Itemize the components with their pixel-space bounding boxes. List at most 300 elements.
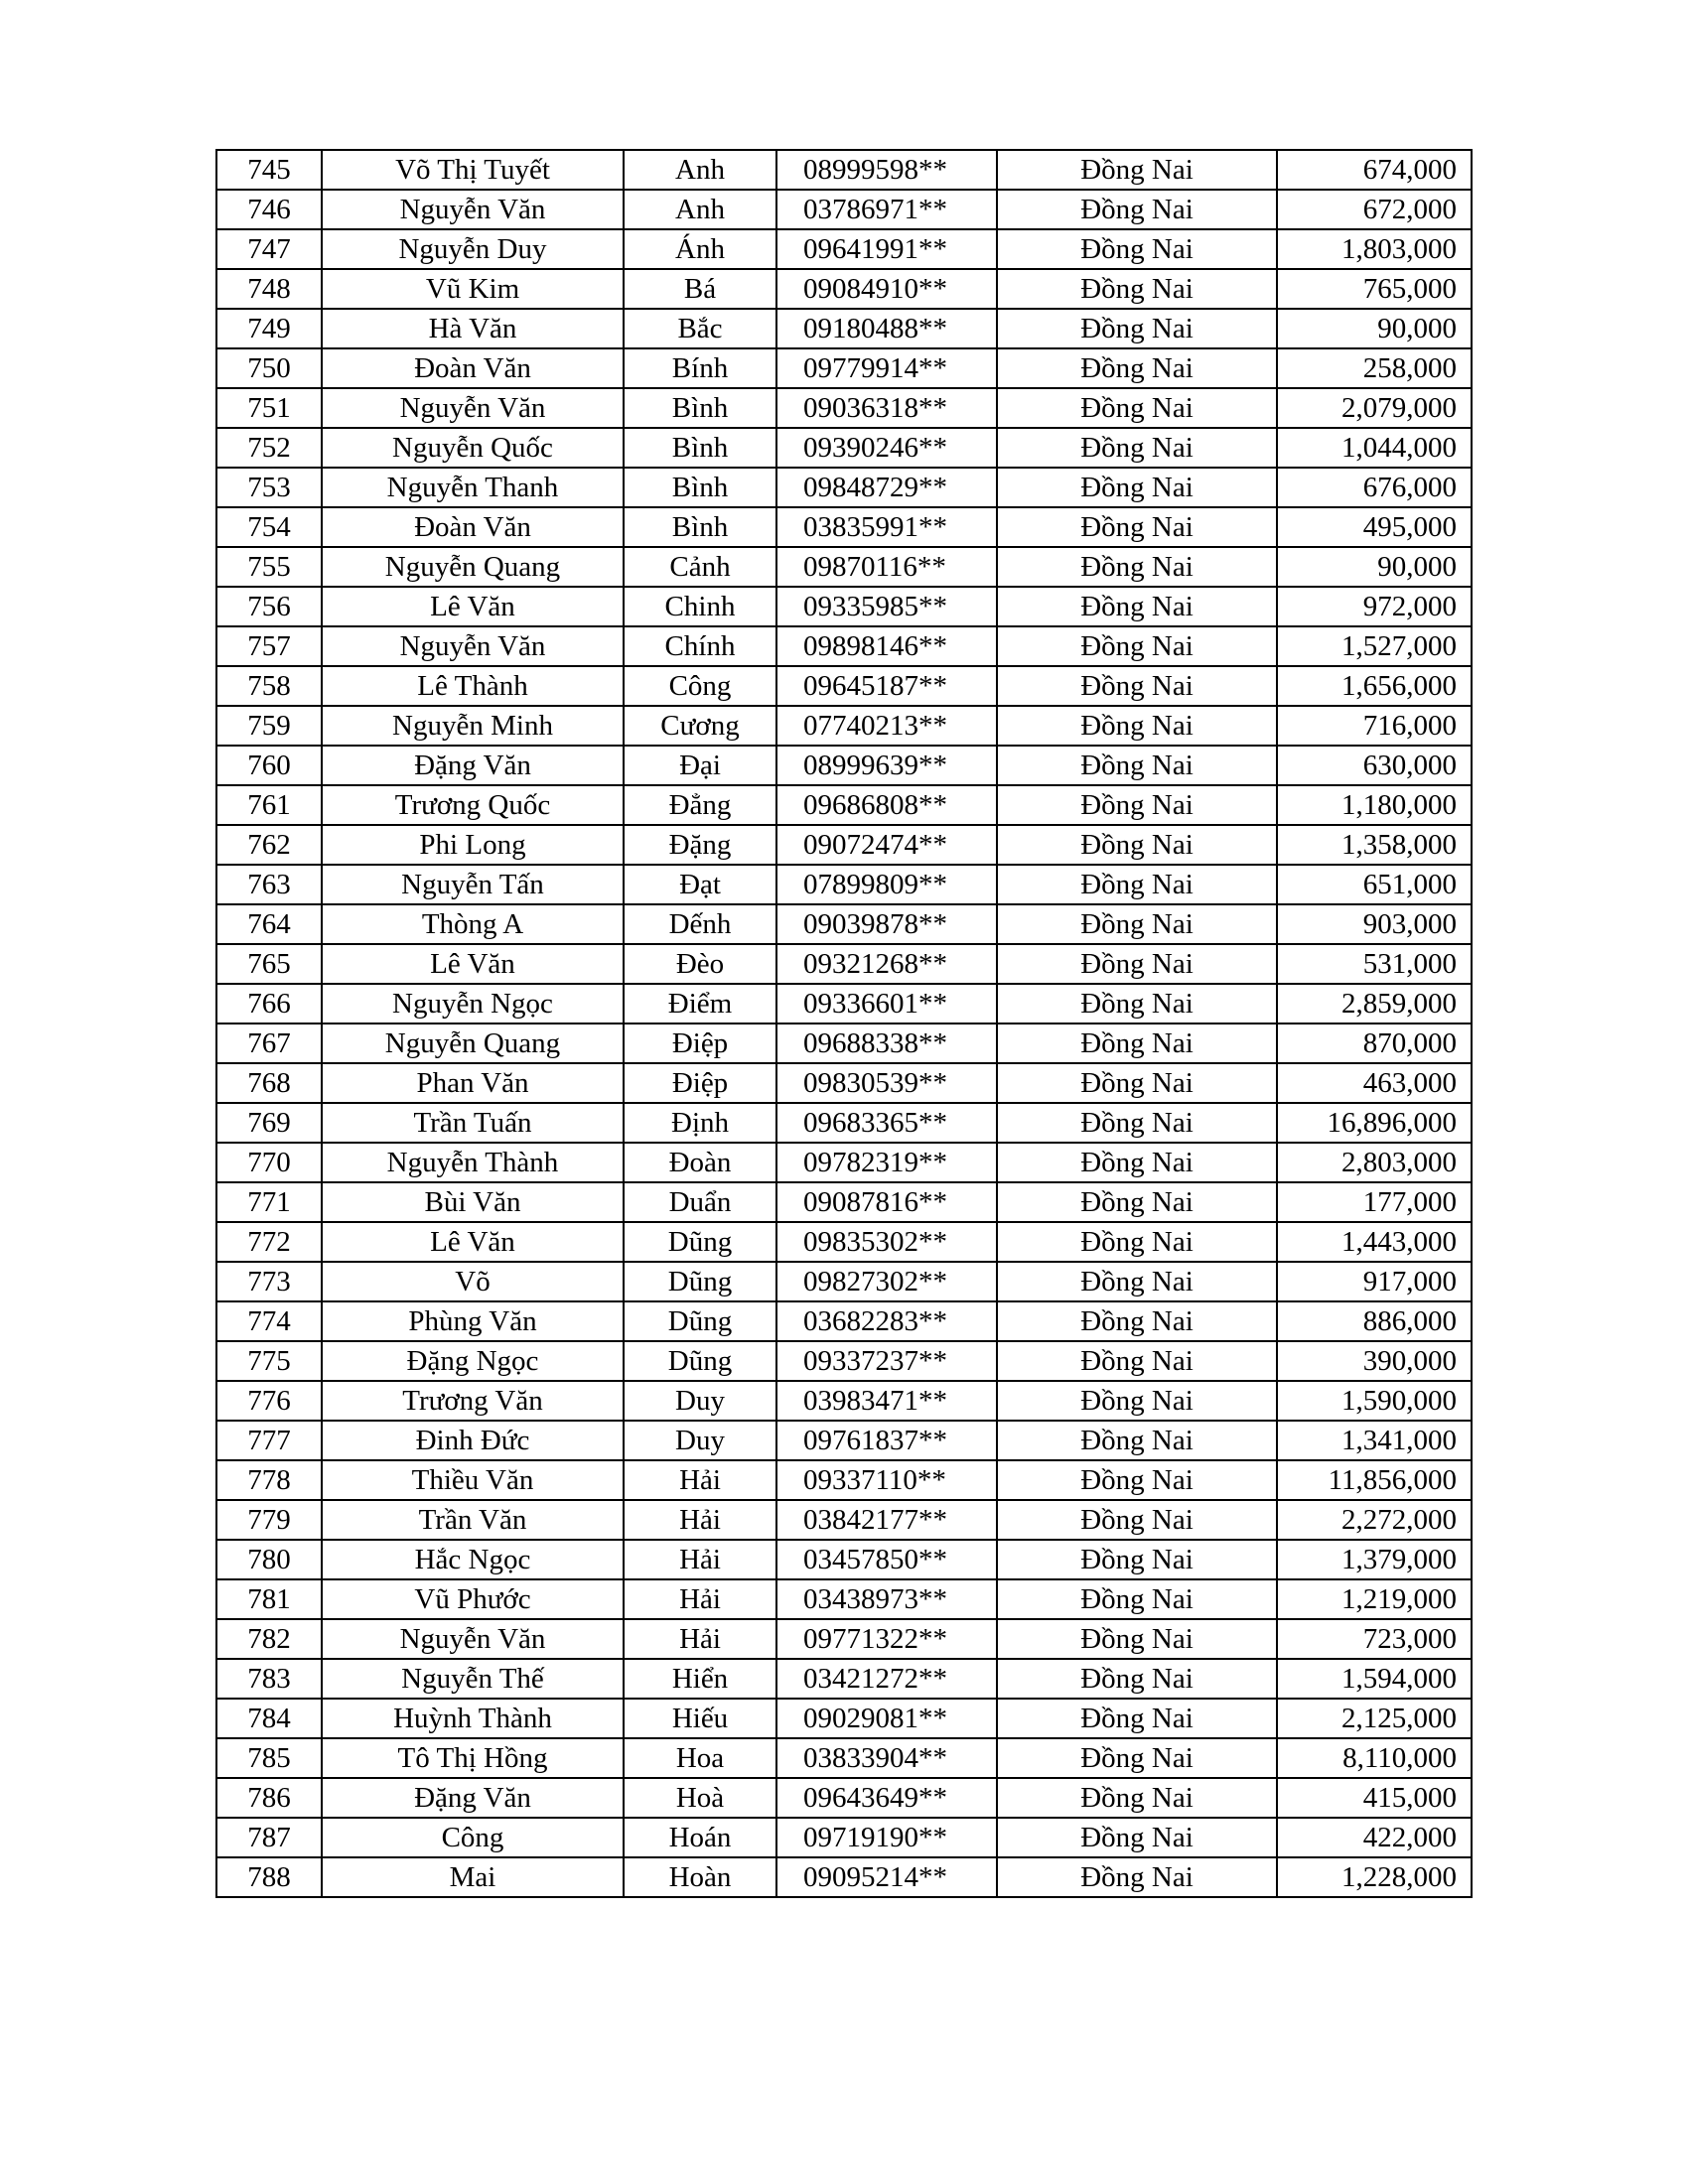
- row-number-cell: 763: [216, 865, 322, 904]
- province-cell: Đồng Nai: [997, 1659, 1277, 1699]
- payment-table: [215, 149, 1473, 1898]
- province-cell: Đồng Nai: [997, 1579, 1277, 1619]
- province-cell: Đồng Nai: [997, 190, 1277, 229]
- amount-cell: 16,896,000: [1277, 1103, 1472, 1143]
- given-name-cell: Hiển: [624, 1659, 776, 1699]
- given-name-cell: Dũng: [624, 1301, 776, 1341]
- given-name-cell: Hải: [624, 1500, 776, 1540]
- row-number-cell: 755: [216, 547, 322, 587]
- phone-cell: 09180488**: [776, 309, 997, 348]
- table-row: [216, 825, 1472, 865]
- given-name-cell: Hoàn: [624, 1857, 776, 1897]
- amount-cell: 1,228,000: [1277, 1857, 1472, 1897]
- province-cell: Đồng Nai: [997, 348, 1277, 388]
- given-name-cell: Duy: [624, 1421, 776, 1460]
- row-number-cell: 778: [216, 1460, 322, 1500]
- row-number-cell: 786: [216, 1778, 322, 1818]
- province-cell: Đồng Nai: [997, 1738, 1277, 1778]
- phone-cell: 08999598**: [776, 150, 997, 190]
- family-name-cell: Phan Văn: [322, 1063, 624, 1103]
- row-number-cell: 767: [216, 1024, 322, 1063]
- phone-cell: 09761837**: [776, 1421, 997, 1460]
- phone-cell: 09337110**: [776, 1460, 997, 1500]
- row-number-cell: 753: [216, 468, 322, 507]
- table-row: [216, 190, 1472, 229]
- table-row: [216, 1778, 1472, 1818]
- phone-cell: 09848729**: [776, 468, 997, 507]
- row-number-cell: 766: [216, 984, 322, 1024]
- family-name-cell: Trần Văn: [322, 1500, 624, 1540]
- table-row: [216, 1857, 1472, 1897]
- province-cell: Đồng Nai: [997, 1540, 1277, 1579]
- amount-cell: 972,000: [1277, 587, 1472, 626]
- amount-cell: 90,000: [1277, 309, 1472, 348]
- amount-cell: 1,594,000: [1277, 1659, 1472, 1699]
- given-name-cell: Bắc: [624, 309, 776, 348]
- family-name-cell: Nguyễn Quang: [322, 547, 624, 587]
- province-cell: Đồng Nai: [997, 666, 1277, 706]
- row-number-cell: 768: [216, 1063, 322, 1103]
- row-number-cell: 750: [216, 348, 322, 388]
- amount-cell: 672,000: [1277, 190, 1472, 229]
- amount-cell: 870,000: [1277, 1024, 1472, 1063]
- amount-cell: 1,341,000: [1277, 1421, 1472, 1460]
- province-cell: Đồng Nai: [997, 984, 1277, 1024]
- amount-cell: 258,000: [1277, 348, 1472, 388]
- phone-cell: 09336601**: [776, 984, 997, 1024]
- table-row: [216, 1818, 1472, 1857]
- province-cell: Đồng Nai: [997, 269, 1277, 309]
- province-cell: Đồng Nai: [997, 309, 1277, 348]
- table-row: [216, 309, 1472, 348]
- family-name-cell: Hắc Ngọc: [322, 1540, 624, 1579]
- phone-cell: 09898146**: [776, 626, 997, 666]
- province-cell: Đồng Nai: [997, 1699, 1277, 1738]
- phone-cell: 09870116**: [776, 547, 997, 587]
- phone-cell: 09771322**: [776, 1619, 997, 1659]
- amount-cell: 1,590,000: [1277, 1381, 1472, 1421]
- amount-cell: 886,000: [1277, 1301, 1472, 1341]
- row-number-cell: 752: [216, 428, 322, 468]
- table-row: [216, 1182, 1472, 1222]
- row-number-cell: 757: [216, 626, 322, 666]
- table-row: [216, 1262, 1472, 1301]
- table-row: [216, 1143, 1472, 1182]
- row-number-cell: 780: [216, 1540, 322, 1579]
- phone-cell: 09095214**: [776, 1857, 997, 1897]
- amount-cell: 2,079,000: [1277, 388, 1472, 428]
- given-name-cell: Hiếu: [624, 1699, 776, 1738]
- given-name-cell: Cương: [624, 706, 776, 746]
- family-name-cell: Võ Thị Tuyết: [322, 150, 624, 190]
- phone-cell: 09072474**: [776, 825, 997, 865]
- province-cell: Đồng Nai: [997, 1222, 1277, 1262]
- row-number-cell: 782: [216, 1619, 322, 1659]
- family-name-cell: Nguyễn Minh: [322, 706, 624, 746]
- given-name-cell: Cảnh: [624, 547, 776, 587]
- family-name-cell: Hà Văn: [322, 309, 624, 348]
- given-name-cell: Đẳng: [624, 785, 776, 825]
- row-number-cell: 770: [216, 1143, 322, 1182]
- amount-cell: 716,000: [1277, 706, 1472, 746]
- family-name-cell: Nguyễn Quốc: [322, 428, 624, 468]
- family-name-cell: Nguyễn Văn: [322, 626, 624, 666]
- table-row: [216, 348, 1472, 388]
- given-name-cell: Chính: [624, 626, 776, 666]
- family-name-cell: Võ: [322, 1262, 624, 1301]
- row-number-cell: 765: [216, 944, 322, 984]
- table-row: [216, 666, 1472, 706]
- phone-cell: 09039878**: [776, 904, 997, 944]
- row-number-cell: 775: [216, 1341, 322, 1381]
- row-number-cell: 749: [216, 309, 322, 348]
- province-cell: Đồng Nai: [997, 746, 1277, 785]
- given-name-cell: Anh: [624, 150, 776, 190]
- family-name-cell: Trương Văn: [322, 1381, 624, 1421]
- amount-cell: 1,379,000: [1277, 1540, 1472, 1579]
- family-name-cell: Mai: [322, 1857, 624, 1897]
- family-name-cell: Lê Văn: [322, 944, 624, 984]
- given-name-cell: Bá: [624, 269, 776, 309]
- table-row: [216, 428, 1472, 468]
- province-cell: Đồng Nai: [997, 825, 1277, 865]
- row-number-cell: 751: [216, 388, 322, 428]
- family-name-cell: Lê Thành: [322, 666, 624, 706]
- phone-cell: 09029081**: [776, 1699, 997, 1738]
- province-cell: Đồng Nai: [997, 150, 1277, 190]
- province-cell: Đồng Nai: [997, 865, 1277, 904]
- amount-cell: 2,803,000: [1277, 1143, 1472, 1182]
- row-number-cell: 759: [216, 706, 322, 746]
- given-name-cell: Hoa: [624, 1738, 776, 1778]
- phone-cell: 09686808**: [776, 785, 997, 825]
- given-name-cell: Bình: [624, 507, 776, 547]
- table-row: [216, 904, 1472, 944]
- given-name-cell: Duy: [624, 1381, 776, 1421]
- family-name-cell: Lê Văn: [322, 587, 624, 626]
- family-name-cell: Thòng A: [322, 904, 624, 944]
- row-number-cell: 787: [216, 1818, 322, 1857]
- province-cell: Đồng Nai: [997, 1381, 1277, 1421]
- amount-cell: 422,000: [1277, 1818, 1472, 1857]
- phone-cell: 09782319**: [776, 1143, 997, 1182]
- phone-cell: 09335985**: [776, 587, 997, 626]
- province-cell: Đồng Nai: [997, 1024, 1277, 1063]
- phone-cell: 09688338**: [776, 1024, 997, 1063]
- amount-cell: 495,000: [1277, 507, 1472, 547]
- row-number-cell: 788: [216, 1857, 322, 1897]
- given-name-cell: Hải: [624, 1540, 776, 1579]
- amount-cell: 630,000: [1277, 746, 1472, 785]
- amount-cell: 2,859,000: [1277, 984, 1472, 1024]
- phone-cell: 03457850**: [776, 1540, 997, 1579]
- given-name-cell: Điệp: [624, 1063, 776, 1103]
- family-name-cell: Bùi Văn: [322, 1182, 624, 1222]
- province-cell: Đồng Nai: [997, 507, 1277, 547]
- province-cell: Đồng Nai: [997, 468, 1277, 507]
- row-number-cell: 756: [216, 587, 322, 626]
- phone-cell: 03983471**: [776, 1381, 997, 1421]
- table-row: [216, 269, 1472, 309]
- amount-cell: 1,358,000: [1277, 825, 1472, 865]
- amount-cell: 674,000: [1277, 150, 1472, 190]
- phone-cell: 09337237**: [776, 1341, 997, 1381]
- amount-cell: 676,000: [1277, 468, 1472, 507]
- given-name-cell: Đèo: [624, 944, 776, 984]
- phone-cell: 09390246**: [776, 428, 997, 468]
- family-name-cell: Nguyễn Quang: [322, 1024, 624, 1063]
- table-row: [216, 507, 1472, 547]
- province-cell: Đồng Nai: [997, 1778, 1277, 1818]
- given-name-cell: Dũng: [624, 1341, 776, 1381]
- given-name-cell: Hải: [624, 1619, 776, 1659]
- row-number-cell: 776: [216, 1381, 322, 1421]
- province-cell: Đồng Nai: [997, 1460, 1277, 1500]
- province-cell: Đồng Nai: [997, 1619, 1277, 1659]
- row-number-cell: 781: [216, 1579, 322, 1619]
- family-name-cell: Nguyễn Tấn: [322, 865, 624, 904]
- province-cell: Đồng Nai: [997, 944, 1277, 984]
- amount-cell: 8,110,000: [1277, 1738, 1472, 1778]
- family-name-cell: Tô Thị Hồng: [322, 1738, 624, 1778]
- given-name-cell: Định: [624, 1103, 776, 1143]
- amount-cell: 1,656,000: [1277, 666, 1472, 706]
- province-cell: Đồng Nai: [997, 229, 1277, 269]
- amount-cell: 765,000: [1277, 269, 1472, 309]
- given-name-cell: Bình: [624, 428, 776, 468]
- family-name-cell: Đặng Văn: [322, 746, 624, 785]
- phone-cell: 03833904**: [776, 1738, 997, 1778]
- table-row: [216, 785, 1472, 825]
- amount-cell: 723,000: [1277, 1619, 1472, 1659]
- family-name-cell: Huỳnh Thành: [322, 1699, 624, 1738]
- phone-cell: 03682283**: [776, 1301, 997, 1341]
- amount-cell: 1,803,000: [1277, 229, 1472, 269]
- province-cell: Đồng Nai: [997, 428, 1277, 468]
- province-cell: Đồng Nai: [997, 1301, 1277, 1341]
- row-number-cell: 762: [216, 825, 322, 865]
- phone-cell: 09827302**: [776, 1262, 997, 1301]
- table-row: [216, 388, 1472, 428]
- phone-cell: 03786971**: [776, 190, 997, 229]
- table-row: [216, 1301, 1472, 1341]
- amount-cell: 2,272,000: [1277, 1500, 1472, 1540]
- family-name-cell: Lê Văn: [322, 1222, 624, 1262]
- table-row: [216, 1063, 1472, 1103]
- family-name-cell: Nguyễn Văn: [322, 1619, 624, 1659]
- phone-cell: 07740213**: [776, 706, 997, 746]
- given-name-cell: Đặng: [624, 825, 776, 865]
- family-name-cell: Công: [322, 1818, 624, 1857]
- given-name-cell: Bình: [624, 388, 776, 428]
- family-name-cell: Vũ Kim: [322, 269, 624, 309]
- table-row: [216, 1103, 1472, 1143]
- table-row: [216, 229, 1472, 269]
- given-name-cell: Hoà: [624, 1778, 776, 1818]
- province-cell: Đồng Nai: [997, 1341, 1277, 1381]
- family-name-cell: Đinh Đức: [322, 1421, 624, 1460]
- table-row: [216, 1222, 1472, 1262]
- phone-cell: 03421272**: [776, 1659, 997, 1699]
- given-name-cell: Hải: [624, 1579, 776, 1619]
- row-number-cell: 754: [216, 507, 322, 547]
- table-row: [216, 547, 1472, 587]
- phone-cell: 09641991**: [776, 229, 997, 269]
- province-cell: Đồng Nai: [997, 706, 1277, 746]
- province-cell: Đồng Nai: [997, 1857, 1277, 1897]
- province-cell: Đồng Nai: [997, 1818, 1277, 1857]
- phone-cell: 03438973**: [776, 1579, 997, 1619]
- amount-cell: 1,219,000: [1277, 1579, 1472, 1619]
- province-cell: Đồng Nai: [997, 1143, 1277, 1182]
- amount-cell: 390,000: [1277, 1341, 1472, 1381]
- given-name-cell: Công: [624, 666, 776, 706]
- family-name-cell: Đoàn Văn: [322, 348, 624, 388]
- amount-cell: 1,443,000: [1277, 1222, 1472, 1262]
- row-number-cell: 783: [216, 1659, 322, 1699]
- province-cell: Đồng Nai: [997, 1500, 1277, 1540]
- table-row: [216, 1738, 1472, 1778]
- table-row: [216, 1381, 1472, 1421]
- phone-cell: 09683365**: [776, 1103, 997, 1143]
- table-row: [216, 1579, 1472, 1619]
- amount-cell: 651,000: [1277, 865, 1472, 904]
- row-number-cell: 758: [216, 666, 322, 706]
- province-cell: Đồng Nai: [997, 388, 1277, 428]
- table-row: [216, 150, 1472, 190]
- table-row: [216, 706, 1472, 746]
- province-cell: Đồng Nai: [997, 785, 1277, 825]
- province-cell: Đồng Nai: [997, 1103, 1277, 1143]
- given-name-cell: Dũng: [624, 1262, 776, 1301]
- table-row: [216, 1699, 1472, 1738]
- given-name-cell: Duẩn: [624, 1182, 776, 1222]
- row-number-cell: 748: [216, 269, 322, 309]
- phone-cell: 09779914**: [776, 348, 997, 388]
- row-number-cell: 747: [216, 229, 322, 269]
- given-name-cell: Anh: [624, 190, 776, 229]
- family-name-cell: Trương Quốc: [322, 785, 624, 825]
- row-number-cell: 779: [216, 1500, 322, 1540]
- family-name-cell: Phùng Văn: [322, 1301, 624, 1341]
- phone-cell: 09036318**: [776, 388, 997, 428]
- table-row: [216, 1540, 1472, 1579]
- table-row: [216, 1500, 1472, 1540]
- family-name-cell: Nguyễn Thanh: [322, 468, 624, 507]
- table-row: [216, 865, 1472, 904]
- table-row: [216, 1341, 1472, 1381]
- province-cell: Đồng Nai: [997, 1421, 1277, 1460]
- family-name-cell: Nguyễn Thế: [322, 1659, 624, 1699]
- given-name-cell: Hải: [624, 1460, 776, 1500]
- phone-cell: 09719190**: [776, 1818, 997, 1857]
- given-name-cell: Điệp: [624, 1024, 776, 1063]
- row-number-cell: 769: [216, 1103, 322, 1143]
- family-name-cell: Nguyễn Ngọc: [322, 984, 624, 1024]
- phone-cell: 03835991**: [776, 507, 997, 547]
- amount-cell: 903,000: [1277, 904, 1472, 944]
- amount-cell: 2,125,000: [1277, 1699, 1472, 1738]
- table-row: [216, 468, 1472, 507]
- province-cell: Đồng Nai: [997, 904, 1277, 944]
- phone-cell: 09645187**: [776, 666, 997, 706]
- phone-cell: 09087816**: [776, 1182, 997, 1222]
- province-cell: Đồng Nai: [997, 1182, 1277, 1222]
- amount-cell: 531,000: [1277, 944, 1472, 984]
- family-name-cell: Đặng Ngọc: [322, 1341, 624, 1381]
- table-body: [216, 150, 1472, 1897]
- amount-cell: 1,180,000: [1277, 785, 1472, 825]
- table-row: [216, 587, 1472, 626]
- given-name-cell: Đạt: [624, 865, 776, 904]
- given-name-cell: Ánh: [624, 229, 776, 269]
- province-cell: Đồng Nai: [997, 587, 1277, 626]
- row-number-cell: 761: [216, 785, 322, 825]
- phone-cell: 09835302**: [776, 1222, 997, 1262]
- table-row: [216, 944, 1472, 984]
- given-name-cell: Hoán: [624, 1818, 776, 1857]
- row-number-cell: 772: [216, 1222, 322, 1262]
- phone-cell: 09084910**: [776, 269, 997, 309]
- row-number-cell: 771: [216, 1182, 322, 1222]
- province-cell: Đồng Nai: [997, 547, 1277, 587]
- phone-cell: 03842177**: [776, 1500, 997, 1540]
- amount-cell: 917,000: [1277, 1262, 1472, 1301]
- family-name-cell: Thiều Văn: [322, 1460, 624, 1500]
- given-name-cell: Chinh: [624, 587, 776, 626]
- family-name-cell: Nguyễn Văn: [322, 388, 624, 428]
- phone-cell: 09321268**: [776, 944, 997, 984]
- given-name-cell: Đại: [624, 746, 776, 785]
- phone-cell: 08999639**: [776, 746, 997, 785]
- given-name-cell: Dũng: [624, 1222, 776, 1262]
- province-cell: Đồng Nai: [997, 1063, 1277, 1103]
- family-name-cell: Nguyễn Thành: [322, 1143, 624, 1182]
- table-row: [216, 1024, 1472, 1063]
- table-row: [216, 1460, 1472, 1500]
- given-name-cell: Đoàn: [624, 1143, 776, 1182]
- family-name-cell: Vũ Phước: [322, 1579, 624, 1619]
- table-row: [216, 626, 1472, 666]
- given-name-cell: Điểm: [624, 984, 776, 1024]
- row-number-cell: 773: [216, 1262, 322, 1301]
- row-number-cell: 785: [216, 1738, 322, 1778]
- row-number-cell: 745: [216, 150, 322, 190]
- family-name-cell: Nguyễn Duy: [322, 229, 624, 269]
- row-number-cell: 746: [216, 190, 322, 229]
- row-number-cell: 774: [216, 1301, 322, 1341]
- amount-cell: 415,000: [1277, 1778, 1472, 1818]
- province-cell: Đồng Nai: [997, 626, 1277, 666]
- family-name-cell: Đoàn Văn: [322, 507, 624, 547]
- given-name-cell: Dếnh: [624, 904, 776, 944]
- table-row: [216, 984, 1472, 1024]
- family-name-cell: Phi Long: [322, 825, 624, 865]
- family-name-cell: Đặng Văn: [322, 1778, 624, 1818]
- given-name-cell: Bình: [624, 468, 776, 507]
- row-number-cell: 777: [216, 1421, 322, 1460]
- table-row: [216, 746, 1472, 785]
- family-name-cell: Nguyễn Văn: [322, 190, 624, 229]
- row-number-cell: 760: [216, 746, 322, 785]
- phone-cell: 09643649**: [776, 1778, 997, 1818]
- amount-cell: 1,044,000: [1277, 428, 1472, 468]
- given-name-cell: Bính: [624, 348, 776, 388]
- amount-cell: 463,000: [1277, 1063, 1472, 1103]
- phone-cell: 09830539**: [776, 1063, 997, 1103]
- province-cell: Đồng Nai: [997, 1262, 1277, 1301]
- amount-cell: 177,000: [1277, 1182, 1472, 1222]
